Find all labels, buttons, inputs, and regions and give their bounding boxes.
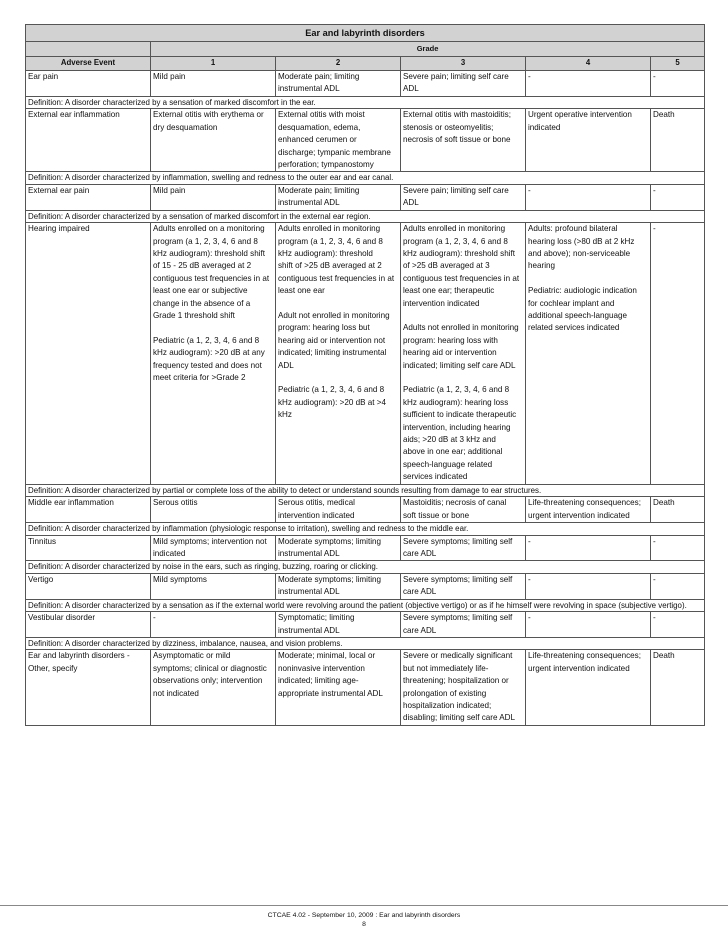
grade-5-cell: - bbox=[651, 535, 705, 561]
table-row bbox=[26, 497, 705, 523]
adverse-event-cell: External ear pain bbox=[26, 184, 151, 210]
grade-4-cell: Life-threatening consequences; urgent intervention indicated bbox=[526, 497, 651, 523]
grade-4-cell: - bbox=[526, 184, 651, 210]
grade-spacer bbox=[26, 42, 151, 57]
adverse-event-cell: Ear and labyrinth disorders - Other, specify bbox=[26, 650, 151, 725]
grade-2-cell: Symptomatic; limiting instrumental ADL bbox=[276, 612, 401, 638]
header-grade-1: 1 bbox=[151, 57, 276, 71]
grade-5-cell: - bbox=[651, 223, 705, 485]
grade-5-cell: - bbox=[651, 573, 705, 599]
definition-row bbox=[26, 210, 705, 223]
grade-2-cell: Moderate pain; limiting instrumental ADL bbox=[276, 184, 401, 210]
table-row bbox=[26, 573, 705, 599]
grade-5-cell: Death bbox=[651, 650, 705, 725]
grade-4-cell: Urgent operative intervention indicated bbox=[526, 109, 651, 172]
grade-4-cell: Life-threatening consequences; urgent intervention indicated bbox=[526, 650, 651, 725]
ctcae-table bbox=[25, 24, 705, 726]
table-row bbox=[26, 71, 705, 97]
table-row bbox=[26, 184, 705, 210]
definition-text: Definition: A disorder characterized by a sensation as if the external world were revolving around the patient (objective vertigo) or as if he himself were revolving in space (subjective vertigo). bbox=[26, 599, 705, 612]
grade-2-cell: Moderate symptoms; limiting instrumental ADL bbox=[276, 535, 401, 561]
grade-3-cell: Severe pain; limiting self care ADL bbox=[401, 71, 526, 97]
page-footer bbox=[0, 905, 728, 929]
grade-3-cell: Severe or medically significant but not immediately life- threatening; hospitalization or prolongation of existing hospitalization indicated; disabling; limiting self care ADL bbox=[401, 650, 526, 725]
grade-4-cell: - bbox=[526, 612, 651, 638]
grade-3-cell: Severe symptoms; limiting self care ADL bbox=[401, 573, 526, 599]
grade-1-cell: Mild symptoms bbox=[151, 573, 276, 599]
grade-3-cell: Mastoiditis; necrosis of canal soft tissue or bone bbox=[401, 497, 526, 523]
header-grade-5: 5 bbox=[651, 57, 705, 71]
grade-1-cell: - bbox=[151, 612, 276, 638]
grade-4-cell: - bbox=[526, 535, 651, 561]
grade-4-cell: Adults: profound bilateral hearing loss (>80 dB at 2 kHz and above); non-serviceable hearing Pediatric: audiologic indication for cochlear implant and additional speech-language related services indicated bbox=[526, 223, 651, 485]
adverse-event-cell: Tinnitus bbox=[26, 535, 151, 561]
definition-row bbox=[26, 599, 705, 612]
grade-2-cell: Moderate pain; limiting instrumental ADL bbox=[276, 71, 401, 97]
grade-2-cell: Moderate symptoms; limiting instrumental ADL bbox=[276, 573, 401, 599]
definition-row bbox=[26, 637, 705, 650]
header-adverse-event: Adverse Event bbox=[26, 57, 151, 71]
table-row bbox=[26, 109, 705, 172]
table-row bbox=[26, 650, 705, 725]
adverse-event-cell: Ear pain bbox=[26, 71, 151, 97]
grade-1-cell: Adults enrolled on a monitoring program (a 1, 2, 3, 4, 6 and 8 kHz audiogram): threshold shift of 15 - 25 dB averaged at 2 contiguous test frequencies in at least one ear or subjective change in the absence of a Grade 1 threshold shift Pediatric (a 1, 2, 3, 4, 6 and 8 kHz audiogram): >20 dB at any frequency tested and does not meet criteria for >Grade 2 bbox=[151, 223, 276, 485]
grade-3-cell: Severe pain; limiting self care ADL bbox=[401, 184, 526, 210]
grade-1-cell: Serous otitis bbox=[151, 497, 276, 523]
definition-row bbox=[26, 172, 705, 185]
definition-text: Definition: A disorder characterized by dizziness, imbalance, nausea, and vision problems. bbox=[26, 637, 705, 650]
grade-1-cell: Mild pain bbox=[151, 184, 276, 210]
grade-row bbox=[26, 42, 705, 57]
table-title-row bbox=[26, 25, 705, 42]
table-row bbox=[26, 612, 705, 638]
grade-2-cell: Moderate; minimal, local or noninvasive intervention indicated; limiting age- appropriate instrumental ADL bbox=[276, 650, 401, 725]
header-grade-4: 4 bbox=[526, 57, 651, 71]
definition-row bbox=[26, 96, 705, 109]
definition-text: Definition: A disorder characterized by inflammation, swelling and redness to the outer ear and ear canal. bbox=[26, 172, 705, 185]
grade-1-cell: External otitis with erythema or dry desquamation bbox=[151, 109, 276, 172]
table-title: Ear and labyrinth disorders bbox=[26, 25, 705, 42]
grade-4-cell: - bbox=[526, 573, 651, 599]
grade-2-cell: Adults enrolled in monitoring program (a 1, 2, 3, 4, 6 and 8 kHz audiogram): threshold shift of >25 dB averaged at 2 contiguous test frequencies in at least one ear Adult not enrolled in monitoring program: hearing loss but hearing aid or intervention not indicated; limiting instrumental ADL Pediatric (a 1, 2, 3, 4, 6 and 8 kHz audiogram): >20 dB at >4 kHz bbox=[276, 223, 401, 485]
definition-text: Definition: A disorder characterized by partial or complete loss of the ability to detect or understand sounds resulting from damage to ear structures. bbox=[26, 484, 705, 497]
definition-text: Definition: A disorder characterized by a sensation of marked discomfort in the external ear region. bbox=[26, 210, 705, 223]
definition-row bbox=[26, 523, 705, 536]
grade-3-cell: Severe symptoms; limiting self care ADL bbox=[401, 535, 526, 561]
definition-text: Definition: A disorder characterized by inflammation (physiologic response to irritation), swelling and redness to the middle ear. bbox=[26, 523, 705, 536]
header-row bbox=[26, 57, 705, 71]
grade-1-cell: Mild pain bbox=[151, 71, 276, 97]
grade-2-cell: External otitis with moist desquamation, edema, enhanced cerumen or discharge; tympanic membrane perforation; tympanostomy bbox=[276, 109, 401, 172]
definition-text: Definition: A disorder characterized by a sensation of marked discomfort in the ear. bbox=[26, 96, 705, 109]
grade-1-cell: Asymptomatic or mild symptoms; clinical or diagnostic observations only; intervention not indicated bbox=[151, 650, 276, 725]
adverse-event-cell: Vertigo bbox=[26, 573, 151, 599]
grade-2-cell: Serous otitis, medical intervention indicated bbox=[276, 497, 401, 523]
table-row bbox=[26, 535, 705, 561]
adverse-event-cell: Vestibular disorder bbox=[26, 612, 151, 638]
grade-5-cell: Death bbox=[651, 109, 705, 172]
grade-4-cell: - bbox=[526, 71, 651, 97]
page-number: 8 bbox=[362, 921, 366, 928]
grade-5-cell: - bbox=[651, 71, 705, 97]
definition-row bbox=[26, 561, 705, 574]
grade-3-cell: Adults enrolled in monitoring program (a 1, 2, 3, 4, 6 and 8 kHz audiogram): threshold shift of >25 dB averaged at 3 contiguous test frequencies in at least one ear; therapeutic intervention indicated Adults not enrolled in monitoring program: hearing loss with hearing aid or intervention indicated; limiting self care ADL Pediatric (a 1, 2, 3, 4, 6 and 8 kHz audiogram): hearing loss sufficient to indicate therapeutic intervention, including hearing aids; >20 dB at 3 kHz and above in one ear; additional speech-language related services indicated bbox=[401, 223, 526, 485]
grade-5-cell: Death bbox=[651, 497, 705, 523]
definition-text: Definition: A disorder characterized by noise in the ears, such as ringing, buzzing, roaring or clicking. bbox=[26, 561, 705, 574]
table-row bbox=[26, 223, 705, 485]
definition-row bbox=[26, 484, 705, 497]
grade-label: Grade bbox=[151, 42, 705, 57]
grade-1-cell: Mild symptoms; intervention not indicated bbox=[151, 535, 276, 561]
grade-3-cell: External otitis with mastoiditis; stenosis or osteomyelitis; necrosis of soft tissue or bone bbox=[401, 109, 526, 172]
grade-5-cell: - bbox=[651, 612, 705, 638]
header-grade-3: 3 bbox=[401, 57, 526, 71]
adverse-event-cell: External ear inflammation bbox=[26, 109, 151, 172]
grade-5-cell: - bbox=[651, 184, 705, 210]
grade-3-cell: Severe symptoms; limiting self care ADL bbox=[401, 612, 526, 638]
footer-text: CTCAE 4.02 - September 10, 2009 : Ear and labyrinth disorders bbox=[267, 912, 461, 919]
adverse-event-cell: Middle ear inflammation bbox=[26, 497, 151, 523]
adverse-event-cell: Hearing impaired bbox=[26, 223, 151, 485]
header-grade-2: 2 bbox=[276, 57, 401, 71]
